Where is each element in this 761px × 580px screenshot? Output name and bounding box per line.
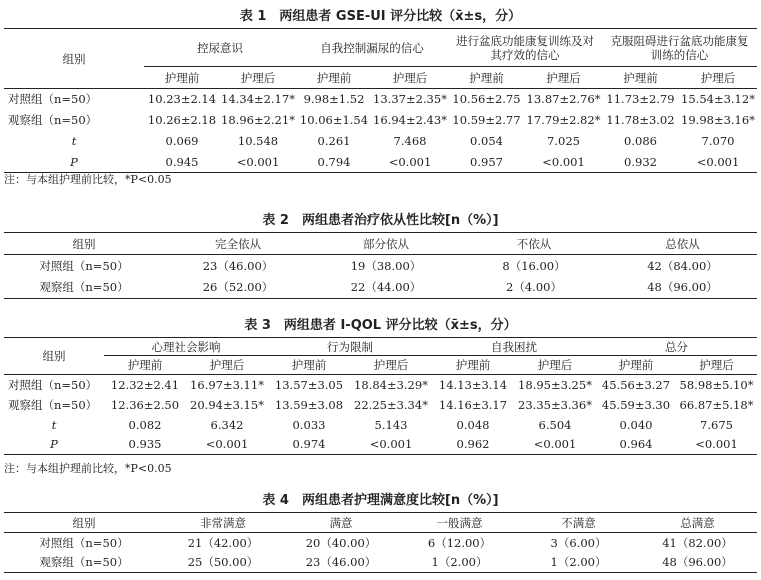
table-cell: 18.96±2.21* xyxy=(221,113,295,127)
table4-title: 表 4 两组患者护理满意度比较[n（%）] xyxy=(262,493,499,508)
table-cell: <0.001 xyxy=(350,435,432,455)
t1-subheader-before: 护理前 xyxy=(296,67,372,89)
table-cell: 7.468 xyxy=(393,134,427,148)
table-cell: 45.59±3.30 xyxy=(601,397,671,412)
table-cell: 6.342 xyxy=(210,417,244,432)
table-cell: 14.13±3.14 xyxy=(438,377,508,392)
table-cell: 7.070 xyxy=(701,134,735,148)
table3 xyxy=(4,337,757,455)
t1-subheader-before: 护理前 xyxy=(602,67,679,89)
table-cell: 0.054 xyxy=(470,134,503,148)
table-cell: 7.675 xyxy=(700,417,733,432)
table-cell: 12.32±2.41 xyxy=(110,377,180,392)
table-cell: 13.57±3.05 xyxy=(274,377,344,392)
table3-group-header: 组别 xyxy=(4,338,104,375)
table-cell: 11.73±2.79 xyxy=(606,92,675,107)
table2-title: 表 2 两组患者治疗依从性比较[n（%）] xyxy=(262,213,499,228)
row-label: P xyxy=(4,435,104,455)
table-cell: 3（6.00） xyxy=(550,535,607,550)
table3-colgroup: 心理社会影响 xyxy=(104,338,268,356)
row-label: 对照组（n=50） xyxy=(8,92,98,107)
t1-subheader-after: 护理后 xyxy=(679,67,757,89)
table-cell: 19（38.00） xyxy=(350,258,422,273)
table-cell: 14.34±2.17* xyxy=(221,92,295,107)
table1-group-header: 组别 xyxy=(4,29,144,89)
table-cell: 5.143 xyxy=(374,417,408,432)
table-cell: <0.001 xyxy=(514,435,596,455)
table3-title: 表 3 两组患者 I-QOL 评分比较（x̄±s，分） xyxy=(244,318,517,333)
table-row xyxy=(4,110,757,131)
table-cell: 8（16.00） xyxy=(502,258,566,273)
t1-subheader-before: 护理前 xyxy=(144,67,220,89)
table-cell: 1（2.00） xyxy=(519,553,638,573)
table-cell: 10.06±1.54 xyxy=(299,113,369,127)
table-cell: 13.37±2.35* xyxy=(373,92,447,107)
table-cell: 12.36±2.50 xyxy=(110,397,180,412)
table-cell: 17.79±2.82* xyxy=(526,113,601,127)
table-cell: <0.001 xyxy=(372,152,448,173)
table-cell: 7.025 xyxy=(547,134,580,148)
table-row xyxy=(4,553,757,573)
table-row xyxy=(4,255,757,277)
row-label: P xyxy=(4,152,144,173)
table-cell: 10.59±2.77 xyxy=(452,113,521,127)
t3-subheader-before: 护理前 xyxy=(268,356,350,375)
table-cell: 26（52.00） xyxy=(164,277,312,299)
row-label: 观察组（n=50） xyxy=(4,553,164,573)
row-label: 对照组（n=50） xyxy=(39,535,129,550)
table-cell: 16.94±2.43* xyxy=(373,113,447,127)
table-row xyxy=(4,277,757,299)
table-cell: 1（2.00） xyxy=(400,553,519,573)
table-cell: 19.98±3.16* xyxy=(681,113,755,127)
table3-colgroup: 行为限制 xyxy=(268,338,432,356)
column-header: 满意 xyxy=(282,513,400,533)
column-header: 非常满意 xyxy=(164,513,282,533)
table-cell: 41（82.00） xyxy=(662,535,733,550)
table-cell: 10.548 xyxy=(237,134,279,148)
row-label: t xyxy=(51,417,57,432)
row-label: 对照组（n=50） xyxy=(8,377,98,392)
table1-colgroup: 自我控制漏尿的信心 xyxy=(296,29,448,67)
table1-colgroup: 进行盆底功能康复训练及对其疗效的信心 xyxy=(448,29,602,67)
table-cell: 23.35±3.36* xyxy=(518,397,592,412)
row-label: 观察组（n=50） xyxy=(8,113,98,127)
table-cell: 58.98±5.10* xyxy=(679,377,754,392)
table-cell: <0.001 xyxy=(220,152,296,173)
table-cell: 18.95±3.25* xyxy=(518,377,592,392)
table-row xyxy=(4,152,757,173)
row-label: 观察组（n=50） xyxy=(4,277,164,299)
t3-subheader-after: 护理后 xyxy=(514,356,596,375)
table4 xyxy=(4,512,757,573)
t3-subheader-before: 护理前 xyxy=(596,356,676,375)
table2 xyxy=(4,232,757,299)
table-cell: 0.033 xyxy=(292,417,326,432)
column-header: 一般满意 xyxy=(400,513,519,533)
table-cell: <0.001 xyxy=(525,152,602,173)
table-row xyxy=(4,395,757,415)
table-row xyxy=(4,435,757,455)
table-cell: 14.16±3.17 xyxy=(438,397,508,412)
column-header: 总满意 xyxy=(638,513,757,533)
table-cell: 13.59±3.08 xyxy=(274,397,344,412)
table-cell: 0.957 xyxy=(448,152,525,173)
table-cell: 0.935 xyxy=(104,435,186,455)
table-cell: 0.086 xyxy=(624,134,657,148)
table-cell: 2（4.00） xyxy=(460,277,608,299)
t1-subheader-after: 护理后 xyxy=(372,67,448,89)
table-cell: 0.082 xyxy=(128,417,162,432)
t3-subheader-after: 护理后 xyxy=(186,356,268,375)
table-row xyxy=(4,375,757,395)
table-cell: 6（12.00） xyxy=(427,535,492,550)
t1-subheader-after: 护理后 xyxy=(525,67,602,89)
column-header: 不依从 xyxy=(460,233,608,255)
table-cell: 0.261 xyxy=(317,134,351,148)
table-cell: 23（46.00） xyxy=(282,553,400,573)
table1-colgroup: 克服阻碍进行盆底功能康复训练的信心 xyxy=(602,29,757,67)
table-cell: <0.001 xyxy=(186,435,268,455)
t3-subheader-after: 护理后 xyxy=(676,356,757,375)
column-header: 部分依从 xyxy=(312,233,460,255)
table-cell: 22.25±3.34* xyxy=(354,397,428,412)
group-header: 组别 xyxy=(4,513,164,533)
table-cell: 20.94±3.15* xyxy=(190,397,264,412)
table-cell: 21（42.00） xyxy=(187,535,259,550)
table1-colgroup: 控尿意识 xyxy=(144,29,296,67)
table-row xyxy=(4,533,757,553)
table1-title: 表 1 两组患者 GSE-UI 评分比较（x̄±s，分） xyxy=(239,9,522,24)
row-label: 对照组（n=50） xyxy=(39,258,129,273)
table-cell: <0.001 xyxy=(676,435,757,455)
table3-colgroup: 总分 xyxy=(596,338,757,356)
table-cell: 23（46.00） xyxy=(202,258,274,273)
table-cell: 0.069 xyxy=(165,134,199,148)
table3-colgroup: 自我困扰 xyxy=(432,338,596,356)
table-cell: 16.97±3.11* xyxy=(190,377,264,392)
table-cell: 45.56±3.27 xyxy=(601,377,671,392)
table-cell: 66.87±5.18* xyxy=(679,397,754,412)
table-cell: 0.932 xyxy=(602,152,679,173)
table-cell: 48（96.00） xyxy=(638,553,757,573)
table-cell: 0.945 xyxy=(144,152,220,173)
table-cell: 10.56±2.75 xyxy=(452,92,521,107)
table-cell: 0.048 xyxy=(456,417,490,432)
table-cell: <0.001 xyxy=(679,152,757,173)
table-cell: 11.78±3.02 xyxy=(606,113,675,127)
table-cell: 25（50.00） xyxy=(164,553,282,573)
table-cell: 6.504 xyxy=(538,417,572,432)
row-label: t xyxy=(71,134,77,148)
table-cell: 9.98±1.52 xyxy=(303,92,365,107)
table1 xyxy=(4,28,757,173)
column-header: 总依从 xyxy=(608,233,757,255)
table-cell: 0.962 xyxy=(432,435,514,455)
table-cell: 22（44.00） xyxy=(312,277,460,299)
table-cell: 10.26±2.18 xyxy=(147,113,217,127)
column-header: 不满意 xyxy=(519,513,638,533)
t1-subheader-before: 护理前 xyxy=(448,67,525,89)
t1-subheader-after: 护理后 xyxy=(220,67,296,89)
t3-subheader-after: 护理后 xyxy=(350,356,432,375)
table-cell: 0.974 xyxy=(268,435,350,455)
t3-subheader-before: 护理前 xyxy=(104,356,186,375)
table1-note: 注：与本组护理前比较，*P<0.05 xyxy=(4,173,172,186)
table-cell: 13.87±2.76* xyxy=(526,92,601,107)
table-cell: 0.794 xyxy=(296,152,372,173)
table-row xyxy=(4,131,757,152)
column-header: 完全依从 xyxy=(164,233,312,255)
row-label: 观察组（n=50） xyxy=(8,397,98,412)
table-cell: 20（40.00） xyxy=(305,535,377,550)
group-header: 组别 xyxy=(4,233,164,255)
table-cell: 10.23±2.14 xyxy=(147,92,217,107)
table-cell: 0.964 xyxy=(596,435,676,455)
table3-note: 注：与本组护理前比较，*P<0.05 xyxy=(4,462,172,475)
t3-subheader-before: 护理前 xyxy=(432,356,514,375)
table-cell: 15.54±3.12* xyxy=(681,92,755,107)
table-cell: 18.84±3.29* xyxy=(354,377,428,392)
table-cell: 0.040 xyxy=(619,417,653,432)
table-cell: 42（84.00） xyxy=(647,258,718,273)
table-row xyxy=(4,89,757,110)
table-row xyxy=(4,415,757,435)
table-cell: 48（96.00） xyxy=(608,277,757,299)
